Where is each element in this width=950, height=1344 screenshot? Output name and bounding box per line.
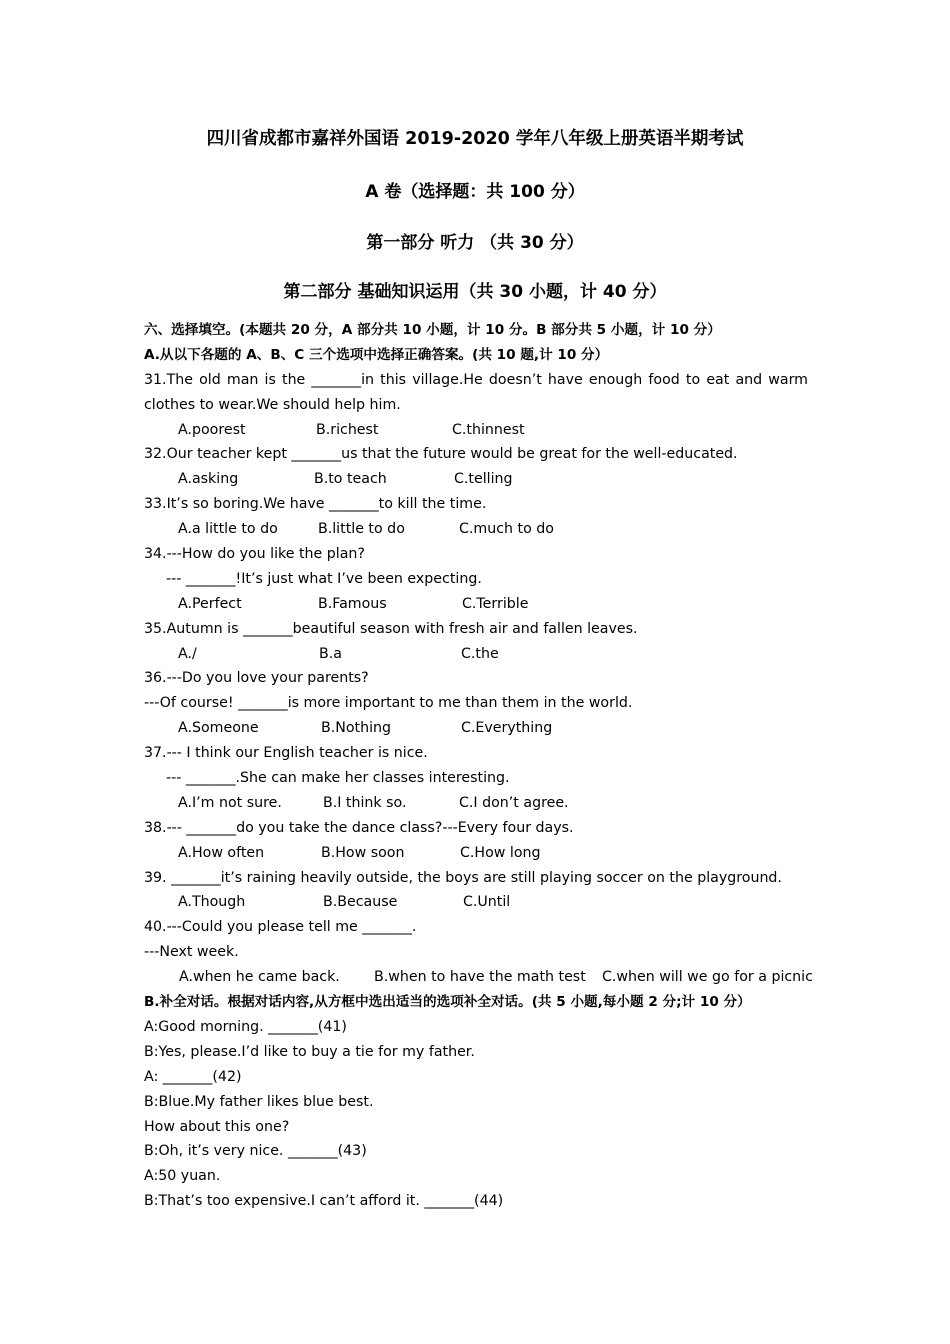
option-a: A.Perfect <box>178 595 242 612</box>
option-b: B.Famous <box>318 595 387 612</box>
question-38: 38.--- _______do you take the dance class?---Every four days. <box>144 819 574 836</box>
dialogue-line: B:Oh, it’s very nice. _______(43) <box>144 1143 367 1160</box>
option-c: C.when will we go for a picnic <box>602 969 813 986</box>
option-c: C.Everything <box>461 720 553 737</box>
question-34: 34.---How do you like the plan? <box>144 546 365 563</box>
option-b: B.a <box>319 645 342 662</box>
part-a-instruction: A.从以下各题的 A、B、C 三个选项中选择正确答案。(共 10 题,计 10 分） <box>144 346 609 363</box>
option-b: B.richest <box>316 421 379 438</box>
question-33: 33.It’s so boring.We have _______to kill the time. <box>144 496 487 513</box>
option-c: C.I don’t agree. <box>459 794 569 811</box>
question-40: 40.---Could you please tell me _______. <box>144 919 417 936</box>
option-a: A.Though <box>178 894 246 911</box>
option-b: B.I think so. <box>323 794 407 811</box>
dialogue-line: How about this one? <box>144 1118 290 1135</box>
question-38-options <box>144 841 808 866</box>
part-two-heading: 第二部分 基础知识运用（共 30 小题，计 40 分） <box>283 282 667 302</box>
dialogue-line: B:That’s too expensive.I can’t afford it. _______(44) <box>144 1193 504 1210</box>
option-c: C.How long <box>460 844 541 861</box>
option-b: B.How soon <box>321 844 405 861</box>
question-34-cont: --- _______!It’s just what I’ve been expecting. <box>166 570 482 587</box>
option-a: A.I’m not sure. <box>178 794 282 811</box>
option-c: C.the <box>461 645 499 662</box>
section-six-instruction: 六、选择填空。(本题共 20 分，A 部分共 10 小题，计 10 分。B 部分共 5 小题，计 10 分） <box>144 322 721 338</box>
option-a: A.poorest <box>178 421 246 438</box>
question-37-cont: --- _______.She can make her classes interesting. <box>166 770 510 787</box>
option-b: B.Nothing <box>321 720 392 737</box>
question-35: 35.Autumn is _______beautiful season with fresh air and fallen leaves. <box>144 620 638 637</box>
option-b: B.Because <box>323 894 398 911</box>
question-32: 32.Our teacher kept _______us that the future would be great for the well-educated. <box>144 446 738 463</box>
question-31-cont: clothes to wear.We should help him. <box>144 396 401 413</box>
option-c: C.telling <box>454 471 513 488</box>
option-c: C.Until <box>463 894 511 911</box>
exam-title: 四川省成都市嘉祥外国语 2019-2020 学年八年级上册英语半期考试 <box>206 129 744 149</box>
option-a: A.asking <box>178 471 239 488</box>
option-a: A.a little to do <box>178 521 278 538</box>
question-36: 36.---Do you love your parents? <box>144 670 369 687</box>
dialogue-line: A:Good morning. _______(41) <box>144 1018 347 1035</box>
dialogue-line: B:Yes, please.I’d like to buy a tie for my father. <box>144 1043 475 1060</box>
question-36-options <box>144 716 808 741</box>
question-39-options <box>144 890 808 915</box>
question-37: 37.--- I think our English teacher is nice. <box>144 745 428 762</box>
part-b-instruction: B.补全对话。根据对话内容,从方框中选出适当的选项补全对话。(共 5 小题,每小题 2 分;计 10 分） <box>144 994 751 1011</box>
question-31-options <box>144 418 808 443</box>
question-31: 31.The old man is the _______in this village.He doesn’t have enough food to eat and warm <box>144 371 808 388</box>
option-b: B.to teach <box>314 471 387 488</box>
dialogue-line: A:50 yuan. <box>144 1168 221 1185</box>
option-a: A.Someone <box>178 720 259 737</box>
option-c: C.Terrible <box>462 595 529 612</box>
question-33-options <box>144 517 808 542</box>
question-40-cont: ---Next week. <box>144 944 239 961</box>
option-a: A.How often <box>178 844 265 861</box>
question-40-options <box>144 965 813 990</box>
question-39: 39. _______it’s raining heavily outside, the boys are still playing soccer on the playground. <box>144 869 782 886</box>
question-37-options <box>144 791 808 816</box>
dialogue-line: A: _______(42) <box>144 1068 242 1085</box>
volume-a-heading: A 卷（选择题：共 100 分） <box>365 182 585 202</box>
option-b: B.when to have the math test <box>374 969 586 986</box>
exam-body <box>144 318 813 1214</box>
option-a: A./ <box>178 645 197 662</box>
dialogue-line: B:Blue.My father likes blue best. <box>144 1093 374 1110</box>
part-one-heading: 第一部分 听力 （共 30 分） <box>366 233 584 253</box>
question-36-cont: ---Of course! _______is more important to me than them in the world. <box>144 695 633 712</box>
question-32-options <box>144 467 808 492</box>
question-34-options <box>144 592 808 617</box>
option-a: A.when he came back. <box>179 969 340 986</box>
option-b: B.little to do <box>318 521 405 538</box>
question-35-options <box>144 642 808 667</box>
option-c: C.much to do <box>459 521 554 538</box>
option-c: C.thinnest <box>452 421 525 438</box>
